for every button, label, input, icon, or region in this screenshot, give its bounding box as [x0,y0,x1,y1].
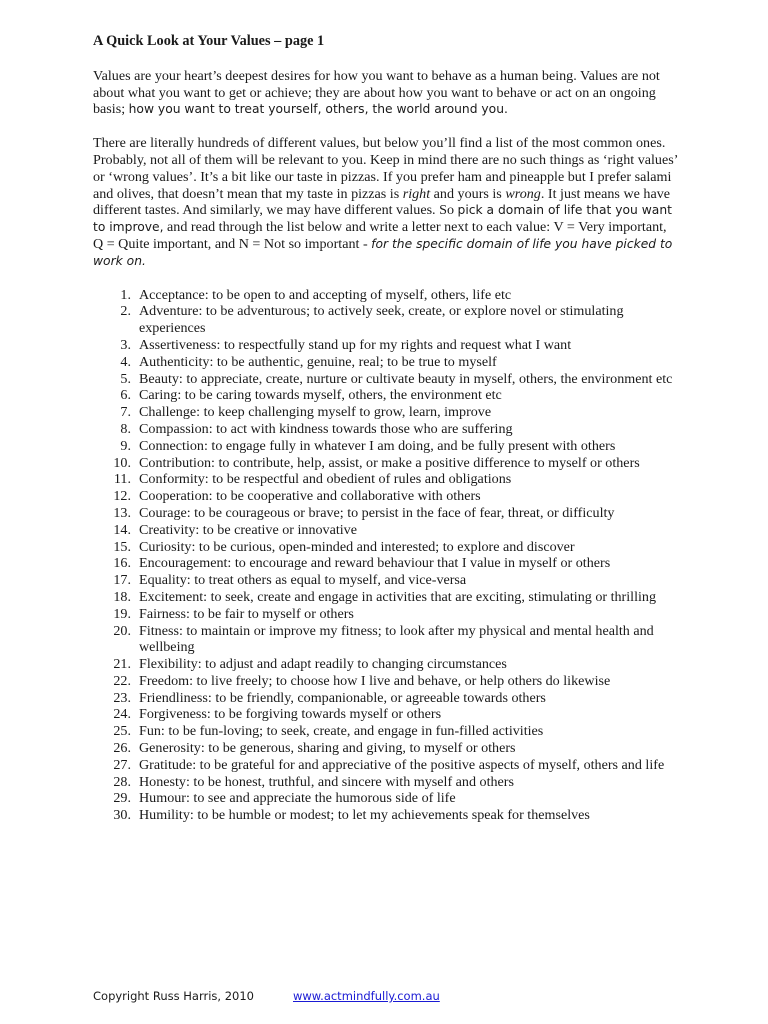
list-item-number: 30. [113,807,131,824]
list-item [93,371,678,388]
list-item [93,589,678,606]
list-item-text: Adventure: to be adventurous; to actively seek, create, or explore novel or stimulating experiences [139,303,624,337]
list-item-text: Beauty: to appreciate, create, nurture or cultivate beauty in myself, others, the environment etc [139,370,673,387]
list-item-number: 9. [120,437,131,454]
list-item [93,505,678,522]
list-item-text: Fairness: to be fair to myself or others [139,605,354,622]
list-item-text: Curiosity: to be curious, open-minded and interested; to explore and discover [139,538,575,555]
intro-text: and read through the list below and write a letter next to each value: V = Very important, Q = Quite important, and N = Not so important - [93,219,667,252]
list-item-text: Gratitude: to be grateful for and appreciative of the positive aspects of myself, others and life [139,756,665,773]
list-item-number: 11. [113,471,131,488]
list-item-number: 21. [113,656,131,673]
list-item-text: Conformity: to be respectful and obedient of rules and obligations [139,471,512,488]
list-item [93,757,678,774]
list-item-number: 1. [120,286,131,303]
list-item [93,522,678,539]
list-item-text: Contribution: to contribute, help, assist, or make a positive difference to myself or others [139,454,640,471]
list-item-number: 25. [113,723,131,740]
list-item-text: Challenge: to keep challenging myself to grow, learn, improve [139,404,492,421]
list-item-number: 10. [113,454,131,471]
list-item-number: 14. [113,521,131,538]
list-item-text: Equality: to treat others as equal to myself, and vice-versa [139,572,467,589]
list-item-text: Courage: to be courageous or brave; to persist in the face of fear, threat, or difficulty [139,504,615,521]
list-item-text: Cooperation: to be cooperative and collaborative with others [139,488,481,505]
list-item [93,438,678,455]
italic-right: right [402,185,431,202]
list-item-number: 16. [113,555,131,572]
list-item-text: Authenticity: to be authentic, genuine, real; to be true to myself [139,353,497,370]
list-item [93,421,678,438]
list-item-text: Freedom: to live freely; to choose how I live and behave, or help others do likewise [139,672,611,689]
list-item [93,455,678,472]
list-item-text: Generosity: to be generous, sharing and giving, to myself or others [139,740,516,757]
list-item [93,488,678,505]
list-item-number: 24. [113,706,131,723]
list-item [93,471,678,488]
list-item-number: 7. [120,404,131,421]
list-item-number: 19. [113,605,131,622]
list-item-text: Compassion: to act with kindness towards those who are suffering [139,420,513,437]
intro-paragraph-2 [93,135,678,269]
list-item [93,774,678,791]
list-item-number: 29. [113,790,131,807]
list-item [93,723,678,740]
list-item-text: Encouragement: to encourage and reward behaviour that I value in myself or others [139,555,611,572]
list-item-text: Acceptance: to be open to and accepting of myself, others, life etc [139,286,512,303]
list-item [93,690,678,707]
list-item-text: Caring: to be caring towards myself, others, the environment etc [139,387,502,404]
list-item-text: Connection: to engage fully in whatever I am doing, and be fully present with others [139,437,616,454]
italic-wrong: wrong [505,185,541,202]
list-item-text: Friendliness: to be friendly, companionable, or agreeable towards others [139,689,546,706]
list-item [93,807,678,824]
intro-text: There are literally hundreds of different values, but below you’ll find a list of the most common ones. Probably, not all of them will be relevant to you. Keep in mind there are no such things as ‘right values’ or ‘wrong values’. It’s a bit like our taste in pizzas. If you prefer ham and pineapple but I prefer salami and olives, that doesn’t mean that my taste in pizzas is [93,135,678,202]
list-item-number: 17. [113,572,131,589]
list-item-text: Fun: to be fun-loving; to seek, create, and engage in fun-filled activities [139,723,544,740]
domain-instruction: pick a domain of life that you want to improve, [93,203,672,235]
list-item-number: 6. [120,387,131,404]
list-item-number: 13. [113,504,131,521]
list-item [93,606,678,623]
list-item-number: 18. [113,588,131,605]
list-item-text: Excitement: to seek, create and engage in activities that are exciting, stimulating or thrilling [139,588,656,605]
list-item [93,337,678,354]
website-link[interactable]: www.actmindfully.com.au [293,989,440,1003]
list-item-text: Honesty: to be honest, truthful, and sincere with myself and others [139,773,514,790]
page-footer [93,989,440,1003]
list-item [93,656,678,673]
intro-text: and yours is [430,185,506,202]
list-item [93,539,678,556]
list-item-text: Creativity: to be creative or innovative [139,521,357,538]
intro-text: . It just means we have different tastes. And similarly, we may have different values. So [93,185,670,219]
list-item-text: Humility: to be humble or modest; to let my achievements speak for themselves [139,807,590,824]
document-page [93,33,678,824]
list-item-text: Fitness: to maintain or improve my fitness; to look after my physical and mental health and wellbeing [139,622,654,656]
list-item [93,303,678,337]
values-list [93,287,678,825]
list-item-number: 4. [120,353,131,370]
list-item-number: 23. [113,689,131,706]
list-item [93,555,678,572]
list-item-number: 5. [120,370,131,387]
list-item [93,287,678,304]
list-item-text: Assertiveness: to respectfully stand up for my rights and request what I want [139,336,572,353]
list-item-number: 2. [120,303,131,320]
list-item [93,740,678,757]
page-title: A Quick Look at Your Values – page 1 [93,33,325,49]
list-item [93,404,678,421]
list-item-text: Flexibility: to adjust and adapt readily to changing circumstances [139,656,507,673]
intro-text: Values are your heart’s deepest desires for how you want to behave as a human being. Values are not about what you want to get or achieve; they are about how you want to behave or act on an ongoing basis; [93,67,660,118]
list-item [93,623,678,657]
list-item-number: 27. [113,756,131,773]
list-item [93,354,678,371]
list-item [93,673,678,690]
list-item-number: 12. [113,488,131,505]
intro-paragraph-1 [93,68,678,118]
list-item-number: 3. [120,336,131,353]
list-item-number: 8. [120,420,131,437]
list-item [93,706,678,723]
copyright-text: Copyright Russ Harris, 2010 [93,989,254,1003]
list-item-text: Humour: to see and appreciate the humorous side of life [139,790,456,807]
list-item-text: Forgiveness: to be forgiving towards myself or others [139,706,442,723]
list-item [93,572,678,589]
list-item-number: 28. [113,773,131,790]
list-item-number: 26. [113,740,131,757]
domain-note: for the specific domain of life you have picked to work on. [93,236,673,268]
list-item [93,387,678,404]
list-item-number: 15. [113,538,131,555]
list-item-number: 20. [113,622,131,639]
intro-emphasis: how you want to treat yourself, others, the world around you. [128,102,508,117]
list-item-number: 22. [113,672,131,689]
list-item [93,790,678,807]
